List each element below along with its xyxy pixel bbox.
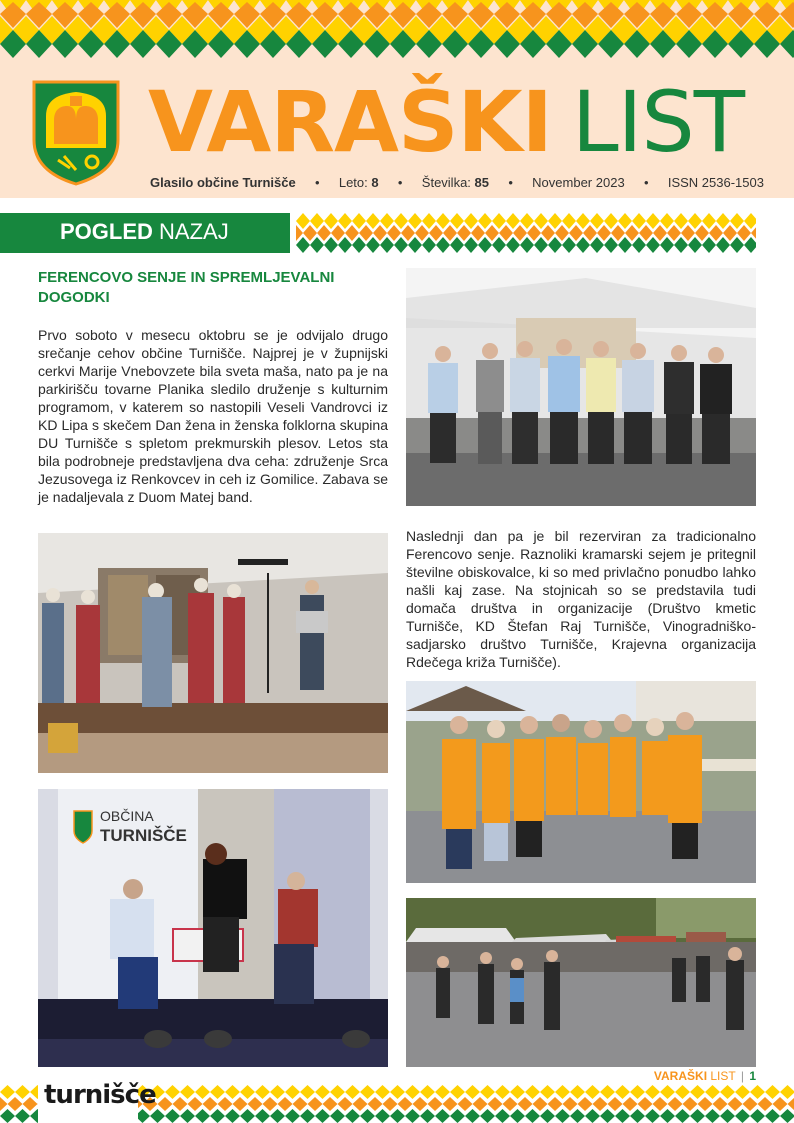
- photo-folklore-stage: [38, 533, 388, 773]
- page-number: 1: [749, 1069, 756, 1083]
- banner-text-line1: OBČINA: [100, 808, 154, 824]
- top-diamond-pattern: [0, 0, 794, 60]
- footer-title-bold: VARAŠKI: [653, 1069, 708, 1083]
- section-heading: [0, 213, 290, 253]
- masthead-subline: [150, 175, 764, 190]
- issue-date: November 2023: [532, 175, 625, 190]
- masthead-title: [148, 72, 744, 172]
- issue-info: Številka: 85: [421, 175, 490, 190]
- title-list: LIST: [571, 73, 745, 171]
- footer-title-light: LIST: [710, 1069, 736, 1083]
- photo-market-stalls: [406, 898, 756, 1067]
- logo-wordmark: turnišče: [44, 1080, 156, 1110]
- turnisce-logo: [38, 1072, 156, 1123]
- article-headline: FERENCOVO SENJE IN SPREMLJEVALNI DOGODKI: [38, 269, 335, 306]
- section-title-light: NAZAJ: [159, 219, 229, 244]
- footer-page-label: [600, 1069, 756, 1083]
- photo-women-aprons: [406, 681, 756, 883]
- separator-dot: •: [314, 175, 320, 190]
- gazette-name: Glasilo občine Turnišče: [150, 175, 296, 190]
- section-title-bold: POGLED: [60, 219, 153, 244]
- separator-dot: •: [397, 175, 403, 190]
- banner-text-line2: TURNIŠČE: [100, 826, 187, 845]
- coat-of-arms-logo: [30, 78, 122, 186]
- separator-dot: •: [643, 175, 649, 190]
- photo-skit-banner: [38, 789, 388, 1067]
- year-info: Leto: 8: [338, 175, 379, 190]
- masthead-area: [0, 0, 794, 198]
- article-paragraph-1: Prvo soboto v mesecu oktobru se je odvijalo drugo srečanje cehov občine Turnišče. Najprej je v župnijski cerkvi Marije Vnebovzete bila sveta maša, nato pa je na parkirišču tovarne Planika sledilo druženje s kulturnim programom, v katerem so nastopili Veseli Vandrovci iz KD Lipa s skečem Dan žena in ženska folklorna skupina DU Turnišče s spletom prekmurskih plesov. Letos sta bila podrobneje predstavljena dva ceha: združenje Srca Jezusovega iz Renkovcev in ceh iz Gomilice. Zabava se je nadaljevala z Duom Matej band.: [38, 327, 388, 505]
- title-varaski: VARAŠKI: [148, 73, 552, 171]
- article-paragraph-2: Naslednji dan pa je bil rezerviran za tradicionalno Ferencovo senje. Raznoliki kramarski sejem je pritegnil številne obiskovalce, ki so med privlačno ponudbo lahko našli kaj zase. Na stojnicah so se predstavila tudi domača društva in organizacije (Društvo kmetic Turnišče, KD Štefan Raj Turnišče, Vinogradniško-sadjarsko društvo Turnišče, Krajevna organizacija Rdečega križa Turnišče).: [406, 528, 756, 670]
- photo-men-group-tent: [406, 268, 756, 506]
- footer-separator: |: [740, 1069, 744, 1083]
- section-diamond-pattern: [296, 213, 756, 253]
- issn: ISSN 2536-1503: [667, 175, 764, 190]
- separator-dot: •: [508, 175, 513, 190]
